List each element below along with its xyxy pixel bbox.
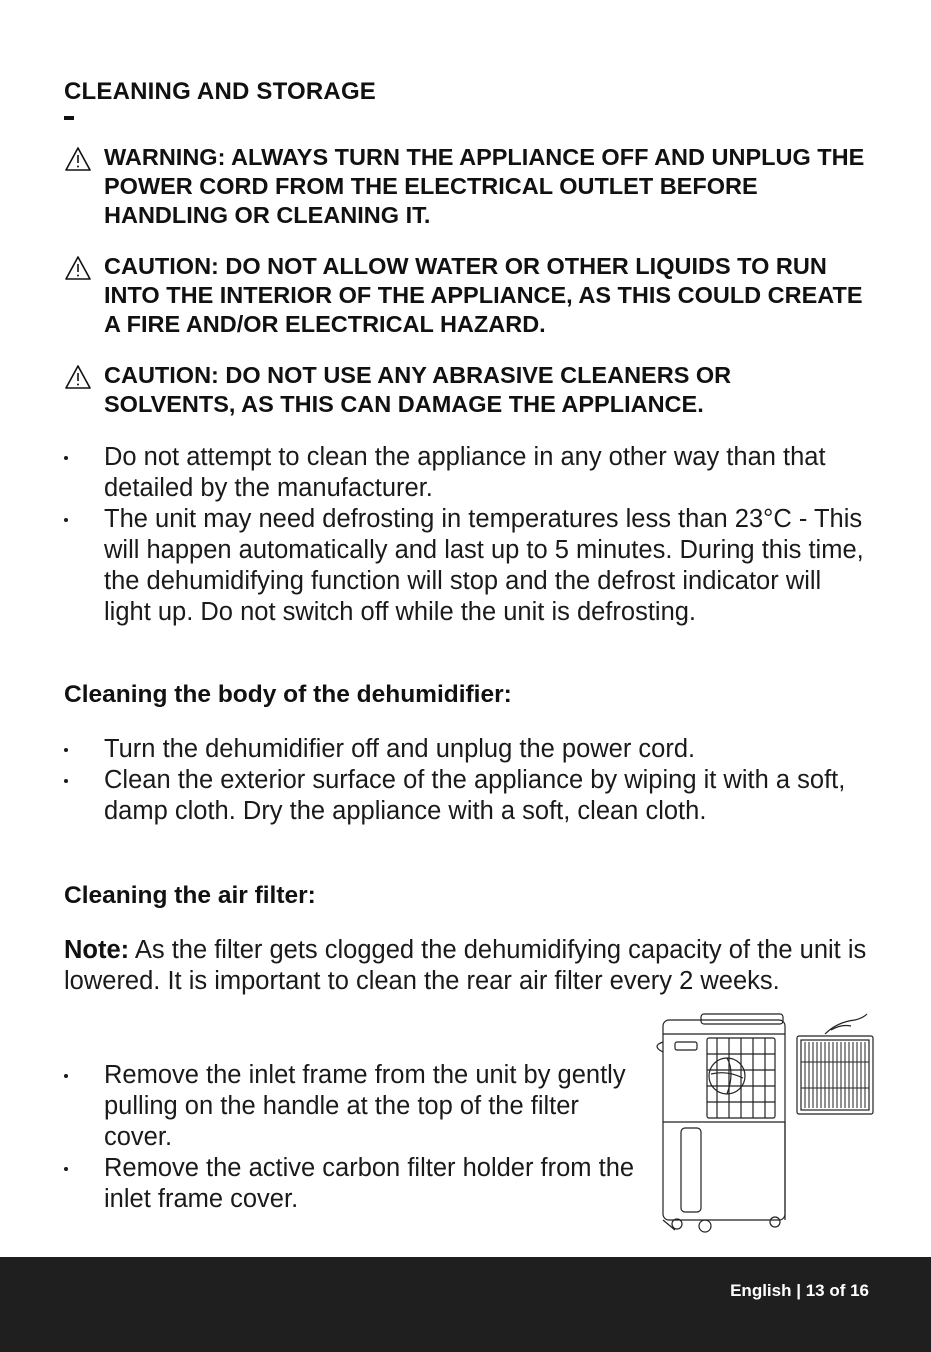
body-bullet-list [64, 734, 864, 827]
body-cleaning-heading: Cleaning the body of the dehumidifier: [64, 681, 512, 708]
page-title: CLEANING AND STORAGE [64, 78, 377, 105]
caution-text: CAUTION: DO NOT ALLOW WATER OR OTHER LIQUIDS TO RUN INTO THE INTERIOR OF THE APPLIANCE, AS THIS COULD CREATE A FIRE AND/OR ELECTRICAL HAZARD. [104, 253, 863, 337]
warning-text: WARNING: ALWAYS TURN THE APPLIANCE OFF AND UNPLUG THE POWER CORD FROM THE ELECTRICAL OUTLET BEFORE HANDLING OR CLEANING IT. [104, 144, 865, 228]
note-label: Note: [64, 936, 130, 964]
page-number: English | 13 of 16 [730, 1281, 869, 1300]
warning-triangle-icon [64, 146, 92, 172]
bullet-dot [64, 779, 68, 783]
list-item: Clean the exterior surface of the appliance by wiping it with a soft, damp cloth. Dry the appliance with a soft, clean cloth. [64, 765, 864, 827]
bullet-dot [64, 518, 68, 522]
list-item: Remove the inlet frame from the unit by gently pulling on the handle at the top of the filter cover. [64, 1060, 654, 1153]
caution-text: CAUTION: DO NOT USE ANY ABRASIVE CLEANERS OR SOLVENTS, AS THIS CAN DAMAGE THE APPLIANCE. [104, 362, 732, 417]
filter-cleaning-heading: Cleaning the air filter: [64, 882, 316, 909]
filter-note [64, 935, 879, 997]
filter-bullet-list [64, 1060, 654, 1215]
caution-block-1 [64, 252, 884, 339]
footer-bar [0, 1257, 931, 1352]
list-item: Remove the active carbon filter holder from the inlet frame cover. [64, 1153, 654, 1215]
list-item: The unit may need defrosting in temperatures less than 23°C - This will happen automatically and last up to 5 minutes. During this time, the dehumidifying function will stop and the defrost indicator will light up. Do not switch off while the unit is defrosting. [64, 504, 864, 628]
bullet-dot [64, 456, 68, 460]
note-text: As the filter gets clogged the dehumidifying capacity of the unit is lowered. It is important to clean the rear air filter every 2 weeks. [64, 936, 867, 995]
title-dash [64, 116, 74, 120]
warning-triangle-icon [64, 255, 92, 281]
warning-triangle-icon [64, 364, 92, 390]
bullet-dot [64, 1167, 68, 1171]
list-item: Turn the dehumidifier off and unplug the power cord. [64, 734, 864, 765]
bullet-dot [64, 748, 68, 752]
caution-block-2 [64, 361, 804, 419]
dehumidifier-filter-illustration [655, 1012, 875, 1237]
general-bullet-list [64, 442, 864, 628]
warning-block-1 [64, 143, 884, 230]
bullet-dot [64, 1074, 68, 1078]
list-item: Do not attempt to clean the appliance in any other way than that detailed by the manufacturer. [64, 442, 864, 504]
